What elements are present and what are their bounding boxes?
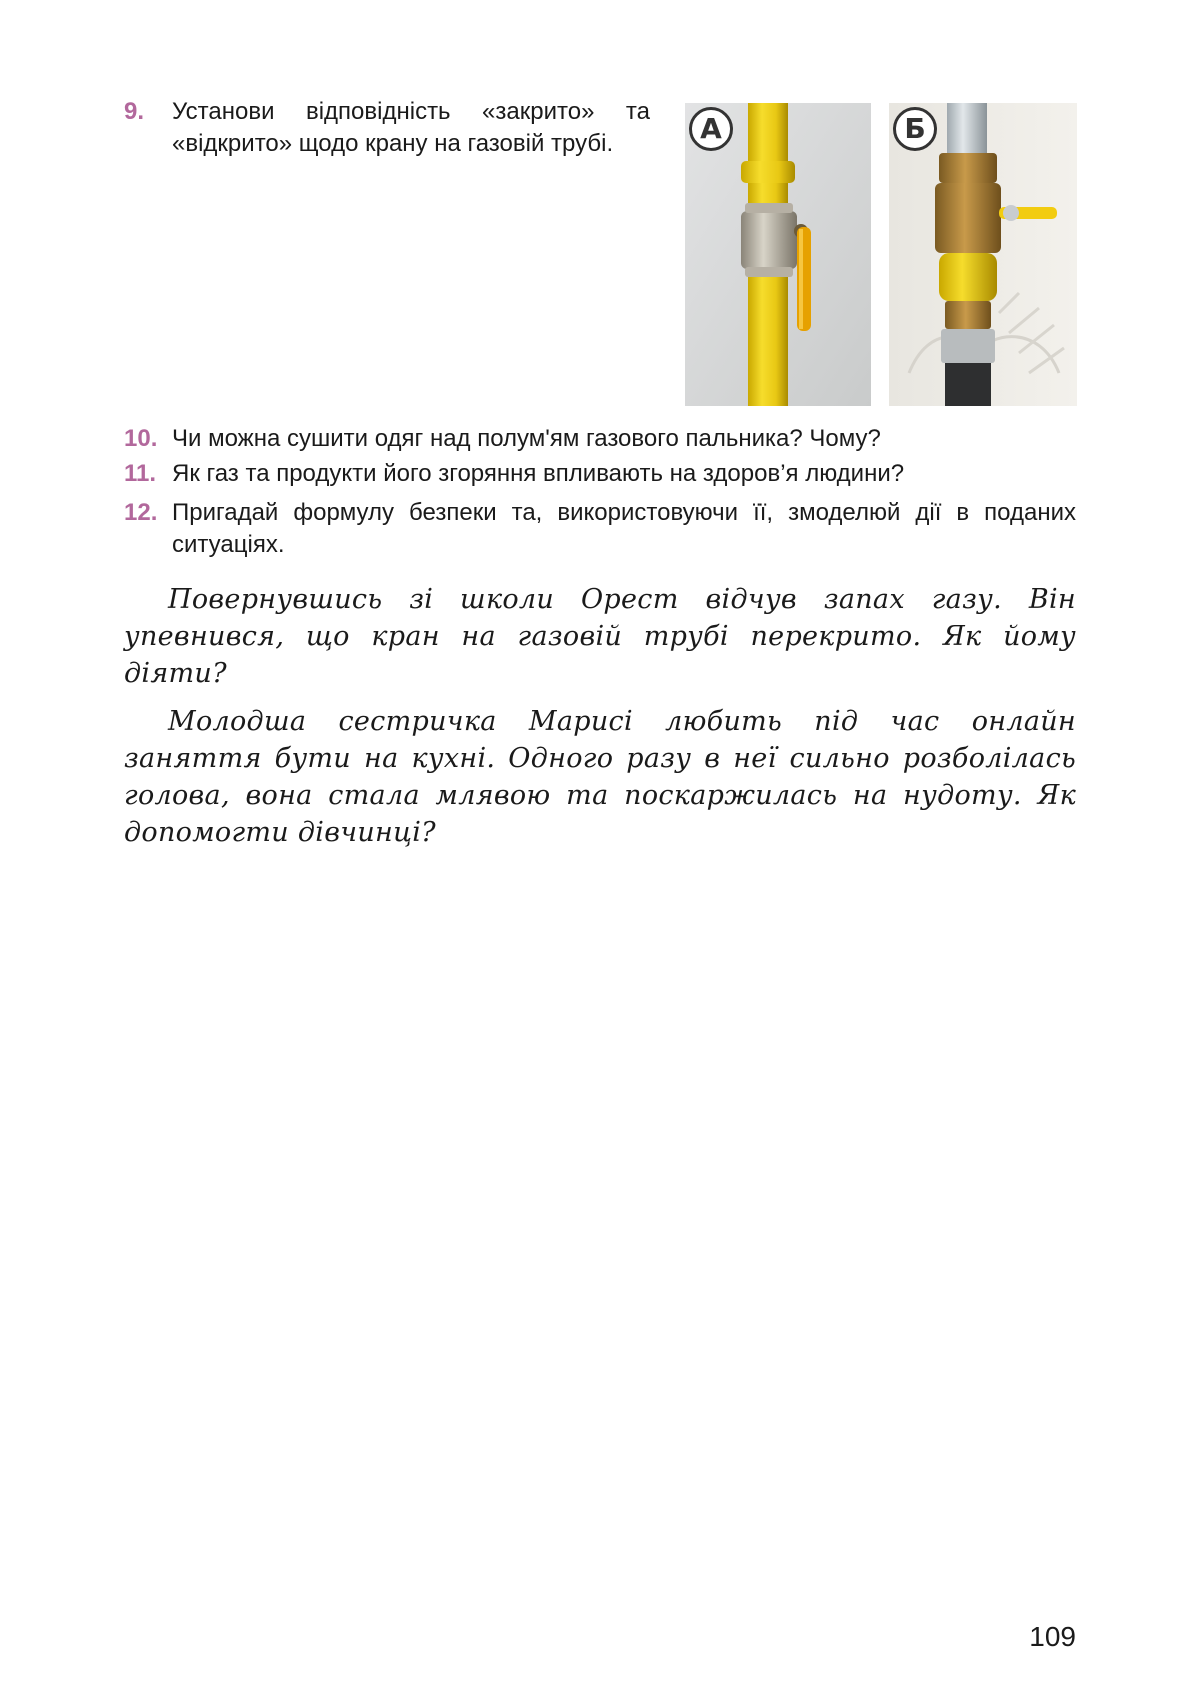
task-9 [124, 96, 650, 196]
situation-paragraph-2: Молодша сестричка Марисі любить під час онлайн заняття бути на кухні. Одного разу в неї сильно розболілась голова, вона стала млявою та поскаржилась на нудоту. Як допомогти дівчинці? [124, 706, 1076, 848]
task-text: Як газ та продукти його згоряння впливають на здоров’я людини? [172, 460, 905, 487]
task-number: 9. [124, 98, 145, 125]
task-12 [124, 497, 1076, 563]
task-text: Установи відповідність «закрито» та «відкрито» щодо крану на газовій трубі. [172, 98, 650, 157]
label-b-badge: Б [893, 107, 937, 151]
page-number: 109 [1029, 1621, 1076, 1652]
photo-valve-b [889, 103, 1077, 406]
task-number: 12. [124, 499, 158, 526]
task-number: 11. [124, 460, 157, 487]
task-11 [124, 458, 1076, 492]
situation-paragraph-1: Повернувшись зі школи Орест відчув запах газу. Він упевнився, що кран на газовій трубі перекрито. Як йому діяти? [124, 584, 1076, 689]
task-10 [124, 423, 1076, 457]
task-text: Пригадай формулу безпеки та, використовуючи її, змоделюй дії в поданих ситуаціях. [172, 499, 1076, 558]
task-text: Чи можна сушити одяг над полум'ям газового пальника? Чому? [172, 425, 881, 452]
task-number: 10. [124, 425, 158, 452]
photo-valve-a [685, 103, 871, 406]
label-a-badge: А [689, 107, 733, 151]
